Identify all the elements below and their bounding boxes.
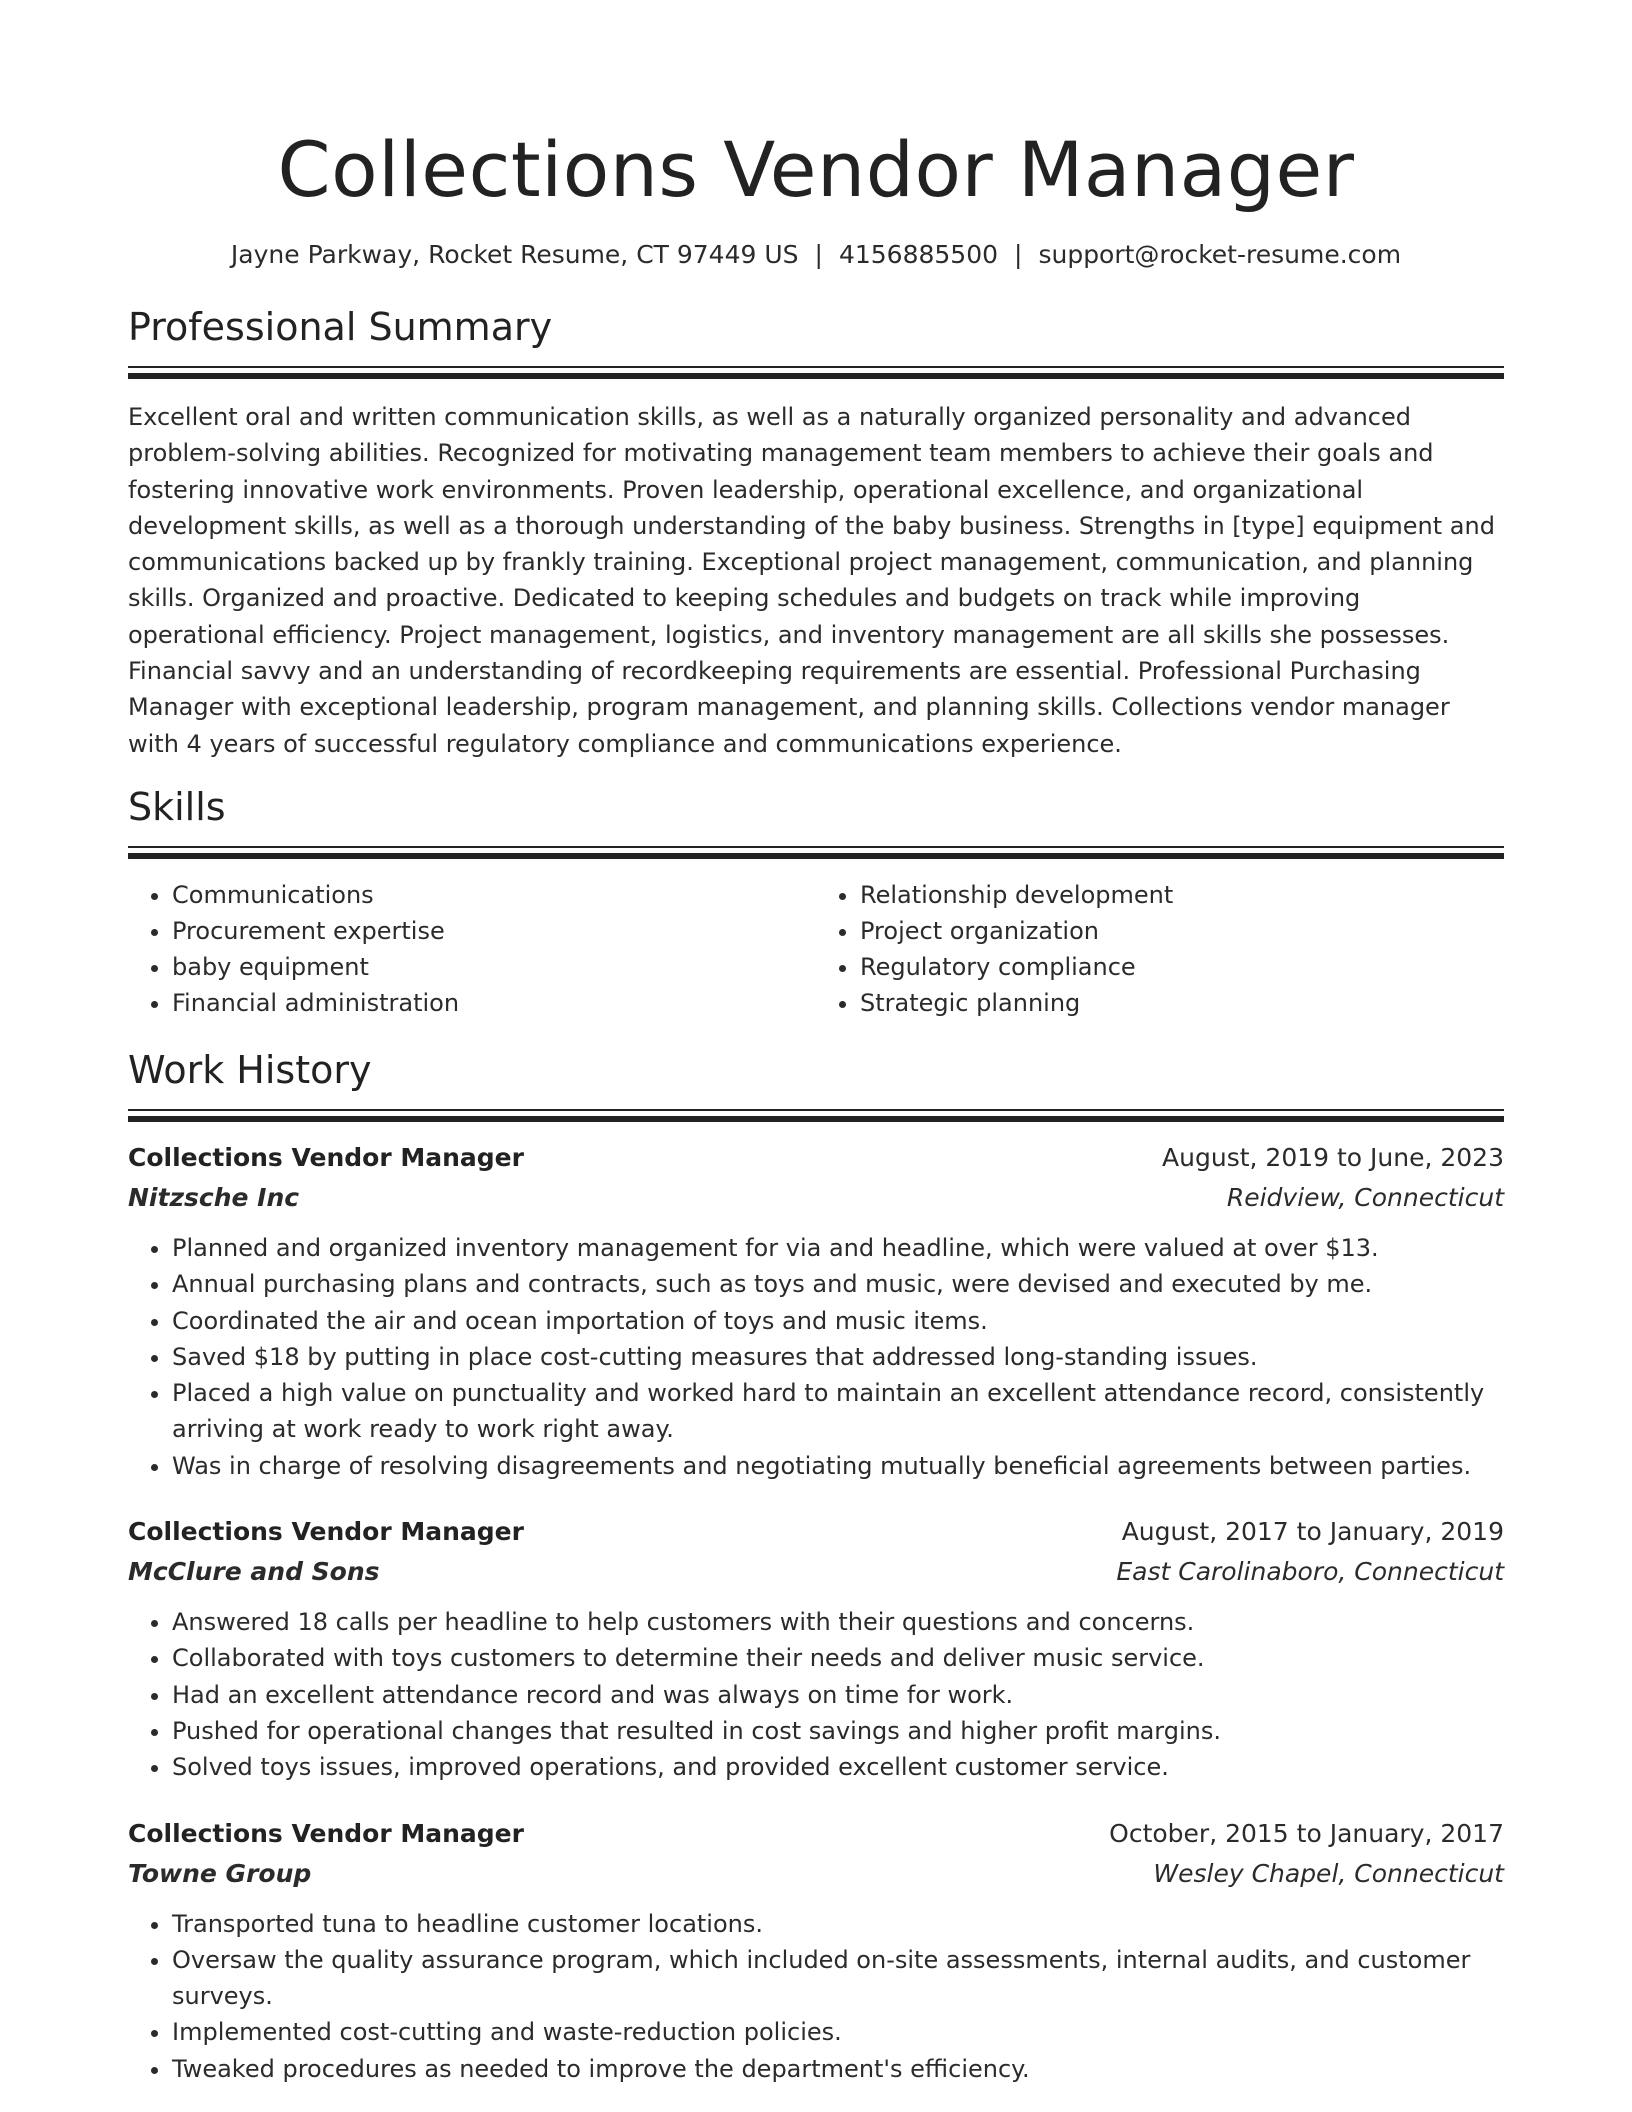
job-entry: [128, 1138, 1504, 1484]
job-bullet: • Solved toys issues, improved operations, and provided excellent customer service.: [172, 1749, 1504, 1785]
skill-item: • Relationship development: [860, 877, 1504, 913]
job-entry: [128, 1512, 1504, 1785]
job-bullet: • Annual purchasing plans and contracts, such as toys and music, were devised and executed by me.: [172, 1266, 1504, 1302]
job-title: Collections Vendor Manager: [128, 1142, 524, 1172]
job-bullet: • Tweaked procedures as needed to improve the department's efficiency.: [172, 2051, 1504, 2087]
job-bullet: • Had an excellent attendance record and was always on time for work.: [172, 1677, 1504, 1713]
job-dates: October, 2015 to January, 2017: [1109, 1818, 1504, 1848]
job-bullet: • Oversaw the quality assurance program, which included on-site assessments, internal audits, and customer surveys.: [172, 1942, 1504, 2015]
job-company: McClure and Sons: [128, 1557, 380, 1587]
job-title: Collections Vendor Manager: [128, 1818, 524, 1848]
skill-item: • Project organization: [860, 913, 1504, 949]
job-bullet: • Pushed for operational changes that resulted in cost savings and higher profit margins.: [172, 1713, 1504, 1749]
skill-item: • Procurement expertise: [172, 913, 816, 949]
section-heading: Professional Summary: [128, 305, 553, 349]
skill-item: • Strategic planning: [860, 985, 1504, 1021]
job-bullets: [128, 1230, 1504, 1484]
job-location: Wesley Chapel, Connecticut: [1153, 1858, 1504, 1888]
skill-item: • baby equipment: [172, 949, 816, 985]
job-subheader: [128, 1178, 1504, 1218]
summary-section: [128, 302, 1504, 762]
job-bullet: • Transported tuna to headline customer locations.: [172, 1906, 1504, 1942]
section-divider: [128, 846, 1504, 859]
skill-item: • Regulatory compliance: [860, 949, 1504, 985]
skills-list: [128, 877, 1504, 1021]
section-divider: [128, 366, 1504, 379]
contact-separator: |: [1014, 240, 1023, 269]
section-divider: [128, 1109, 1504, 1122]
job-bullet: • Implemented cost-cutting and waste-reduction policies.: [172, 2014, 1504, 2050]
work-history-section: [128, 1045, 1504, 2087]
contact-address: Jayne Parkway, Rocket Resume, CT 97449 US: [230, 240, 799, 269]
job-bullet: • Saved $18 by putting in place cost-cutting measures that addressed long-standing issues.: [172, 1339, 1504, 1375]
section-heading: Skills: [128, 784, 226, 829]
summary-text: Excellent oral and written communication skills, as well as a naturally organized personality and advanced problem-solving abilities. Recognized for motivating management team members to achieve their goals and fostering innovative work environments. Proven leadership, operational excellence, and organizational development skills, as well as a thorough understanding of the baby business. Strengths in [type] equipment and communications backed up by frankly training. Exceptional project management, communication, and planning skills. Organized and proactive. Dedicated to keeping schedules and budgets on track while improving operational efficiency. Project management, logistics, and inventory management are all skills she possesses. Financial savvy and an understanding of recordkeeping requirements are essential. Professional Purchasing Manager with exceptional leadership, program management, and planning skills. Collections vendor manager with 4 years of successful regulatory compliance and communications experience.: [128, 403, 1495, 758]
contact-phone: 4156885500: [838, 240, 999, 269]
job-header: [128, 1814, 1504, 1854]
contact-line: [128, 238, 1504, 272]
skills-section: [128, 782, 1504, 1021]
contact-email: support@rocket-resume.com: [1038, 240, 1402, 269]
skill-item: • Communications: [172, 877, 816, 913]
skill-item: • Financial administration: [172, 985, 816, 1021]
job-location: East Carolinaboro, Connecticut: [1116, 1557, 1504, 1587]
skills-column-right: [816, 877, 1504, 1021]
section-heading: Work History: [128, 1047, 372, 1092]
job-subheader: [128, 1552, 1504, 1592]
job-bullet: • Placed a high value on punctuality and worked hard to maintain an excellent attendance record, consistently arriving at work ready to work right away.: [172, 1375, 1504, 1448]
job-header: [128, 1512, 1504, 1552]
job-dates: August, 2017 to January, 2019: [1121, 1517, 1504, 1547]
job-bullet: • Planned and organized inventory management for via and headline, which were valued at over $13.: [172, 1230, 1504, 1266]
job-bullets: [128, 1906, 1504, 2087]
job-bullet: • Answered 18 calls per headline to help customers with their questions and concerns.: [172, 1604, 1504, 1640]
contact-separator: |: [814, 240, 823, 269]
job-location: Reidview, Connecticut: [1226, 1182, 1504, 1212]
job-bullet: • Was in charge of resolving disagreements and negotiating mutually beneficial agreements between parties.: [172, 1448, 1504, 1484]
job-subheader: [128, 1854, 1504, 1894]
skills-column-left: [128, 877, 816, 1021]
job-header: [128, 1138, 1504, 1178]
job-bullets: [128, 1604, 1504, 1785]
job-title: Collections Vendor Manager: [128, 1517, 524, 1547]
job-company: Towne Group: [128, 1858, 312, 1888]
job-dates: August, 2019 to June, 2023: [1162, 1142, 1504, 1172]
job-entry: [128, 1814, 1504, 2087]
job-company: Nitzsche Inc: [128, 1182, 300, 1212]
job-bullet: • Collaborated with toys customers to determine their needs and deliver music service.: [172, 1640, 1504, 1676]
resume-title: Collections Vendor Manager: [277, 125, 1355, 214]
job-bullet: • Coordinated the air and ocean importation of toys and music items.: [172, 1303, 1504, 1339]
